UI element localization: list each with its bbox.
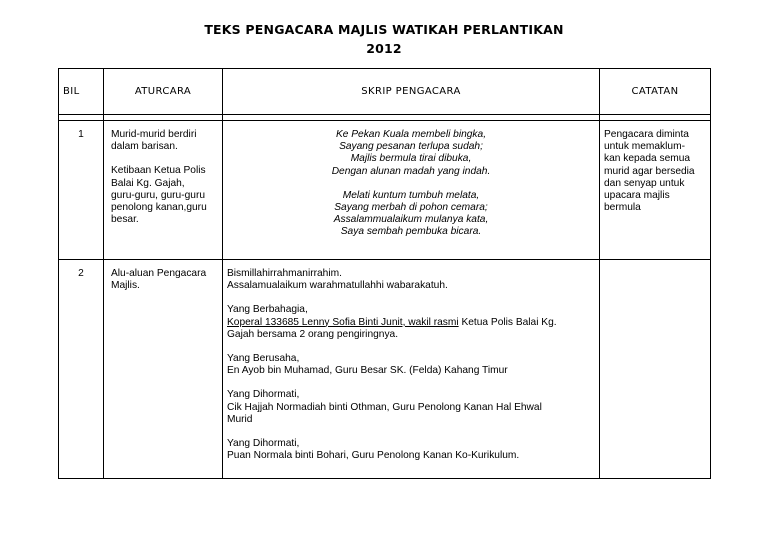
table-header-row <box>59 69 711 115</box>
aturcara-line: besar. <box>111 214 139 226</box>
catatan-cell <box>600 121 711 260</box>
catatan-line: bermula <box>604 202 641 214</box>
guest-line <box>227 317 595 329</box>
greeting-line: Bismillahirrahmanirrahim. <box>227 268 342 279</box>
header-catatan: CATATAN <box>600 69 711 115</box>
catatan-line: kan kepada semua <box>604 153 691 165</box>
aturcara-line: penolong kanan,guru <box>111 202 207 214</box>
pantun-line: Dengan alunan madah yang indah. <box>331 165 491 177</box>
pantun-line: Melati kuntum tumbuh melata, <box>342 189 480 201</box>
table-row <box>59 121 711 260</box>
catatan-line: Pengacara diminta <box>604 129 689 140</box>
title-line-2: 2012 <box>366 41 402 56</box>
aturcara-line: Ketibaan Ketua Polis <box>111 165 206 177</box>
guest-line: Cik Hajjah Normadiah binti Othman, Guru Penolong Kanan Hal Ehwal <box>227 401 542 413</box>
salutation-line: Yang Dihormati, <box>227 389 300 401</box>
pantun-line: Ke Pekan Kuala membeli bingka, <box>335 129 487 140</box>
pantun-line: Sayang pesanan terlupa sudah; <box>339 141 483 153</box>
salutation-line: Yang Dihormati, <box>227 438 300 450</box>
greeting-line: Assalamualaikum warahmatullahhi wabarakatuh. <box>227 280 448 292</box>
catatan-line: murid agar bersedia <box>604 165 695 177</box>
row-number: 1 <box>59 121 104 260</box>
row-number: 2 <box>59 260 104 479</box>
table-row <box>59 260 711 479</box>
document-title <box>0 20 768 58</box>
aturcara-cell <box>104 121 223 260</box>
catatan-cell <box>600 260 711 479</box>
header-bil: BIL <box>59 69 104 115</box>
catatan-line: untuk memaklum- <box>604 141 685 153</box>
pantun-line: Assalammualaikum mulanya kata, <box>333 214 489 226</box>
title-line-1: TEKS PENGACARA MAJLIS WATIKAH PERLANTIKAN <box>204 22 564 37</box>
catatan-line: upacara majlis <box>604 190 670 202</box>
guest-line: Gajah bersama 2 orang pengiringnya. <box>227 328 399 340</box>
catatan-line: dan senyap untuk <box>604 177 685 189</box>
aturcara-cell <box>104 260 223 479</box>
guest-line: Puan Normala binti Bohari, Guru Penolong Kanan Ko-Kurikulum. <box>227 450 520 462</box>
aturcara-line: Majlis. <box>111 280 140 292</box>
guest-name-underlined: Koperal 133685 Lenny Sofia Binti Junit, wakil rasmi <box>227 316 459 328</box>
salutation-line: Yang Berusaha, <box>227 353 300 365</box>
aturcara-line: Alu-aluan Pengacara <box>111 268 207 279</box>
pantun-line: Majlis bermula tirai dibuka, <box>350 153 472 165</box>
aturcara-line: guru-guru, guru-guru <box>111 189 206 201</box>
aturcara-line: dalam barisan. <box>111 141 178 153</box>
header-skrip: SKRIP PENGACARA <box>223 69 600 115</box>
salutation-line: Yang Berbahagia, <box>227 304 308 316</box>
schedule-table <box>58 68 711 479</box>
skrip-cell <box>223 121 600 260</box>
guest-role: Ketua Polis Balai Kg. <box>458 316 557 328</box>
header-aturcara: ATURCARA <box>104 69 223 115</box>
guest-line: Murid <box>227 413 253 425</box>
aturcara-line: Balai Kg. Gajah, <box>111 177 185 189</box>
aturcara-line: Murid-murid berdiri <box>111 129 197 140</box>
skrip-cell <box>223 260 600 479</box>
guest-line: En Ayob bin Muhamad, Guru Besar SK. (Felda) Kahang Timur <box>227 365 508 377</box>
pantun-line: Saya sembah pembuka bicara. <box>340 226 482 238</box>
pantun-line: Sayang merbah di pohon cemara; <box>334 202 488 214</box>
